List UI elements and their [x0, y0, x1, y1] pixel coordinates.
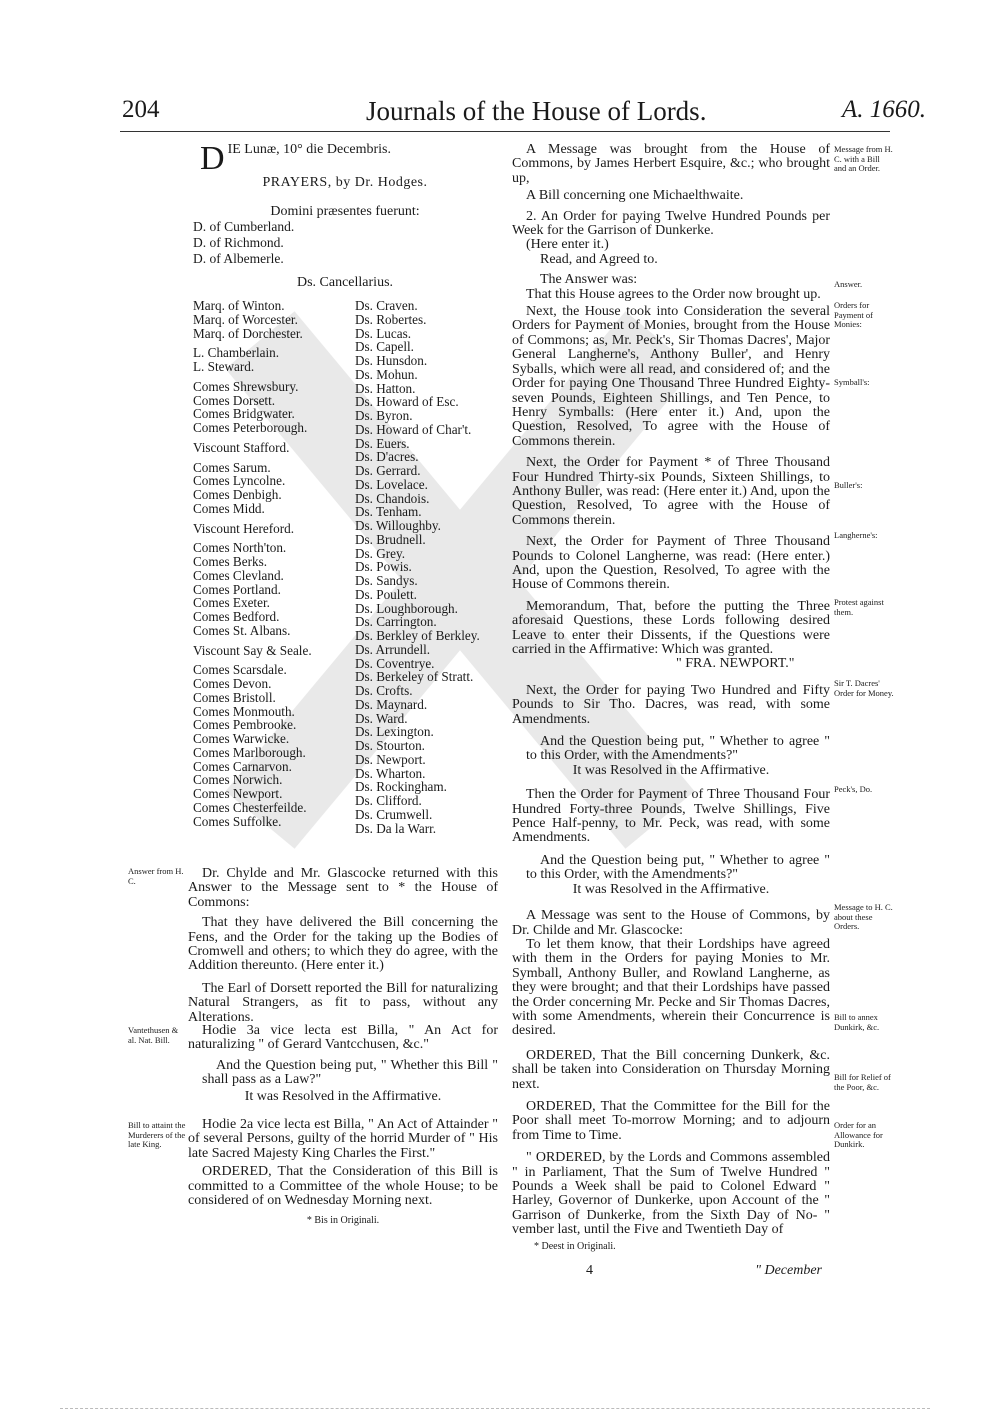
chancellor-line: Ds. Cancellarius. — [296, 275, 394, 290]
list-item: Comes Bristoll. — [193, 689, 276, 705]
paragraph: It was Resolved in the Affirmative. — [244, 1088, 442, 1104]
list-item: Ds. Tenham. — [355, 504, 422, 520]
list-item: Comes Chesterfeilde. — [193, 799, 307, 815]
list-item: Ds. Loughborough. — [355, 600, 458, 616]
paragraph: Next, the Order for Payment of Three Thousand Pounds to Colonel Langherne, was read: (Here enter.) And, upon the Question, Resolved, To agree with the House of Commons therein. — [512, 534, 830, 593]
list-item: Ds. Rockingham. — [355, 779, 447, 795]
list-item: Ds. Howard of Char't. — [355, 421, 472, 437]
list-item: Ds. Robertes. — [355, 311, 427, 327]
page-foot-row — [512, 1264, 830, 1278]
paragraph: Hodie 3a vice lecta est Billa, " An Act for naturalizing " of Gerard Vantcchusen, &c." — [188, 1023, 498, 1053]
paragraph: Read, and Agreed to. — [540, 251, 658, 267]
margin-note: Protest against them. — [834, 597, 884, 617]
paragraph: The Answer was: — [540, 272, 638, 288]
signature-line: " FRA. NEWPORT." — [676, 656, 795, 672]
list-item: Comes Exeter. — [193, 595, 270, 611]
list-item: Comes Shrewsbury. — [193, 378, 299, 394]
list-item: Comes Denbigh. — [193, 487, 282, 502]
list-item: Ds. Stourton. — [355, 738, 425, 753]
list-item: Ds. Hatton. — [355, 380, 416, 396]
right-body — [512, 143, 830, 1278]
list-item: Ds. Poulett. — [355, 586, 417, 602]
paragraph: Dr. Chylde and Mr. Glascocke returned with this Answer to the Message sent to * the House of Commons: — [188, 866, 498, 910]
list-item: D. of Richmond. — [193, 235, 284, 250]
dukes-list — [193, 219, 294, 267]
footnote: * Deest in Originali. — [534, 1240, 616, 1252]
list-item: Ds. Coventrye. — [355, 655, 435, 671]
lords-column-2 — [355, 299, 480, 835]
margin-note: Bill to annex Dunkirk, &c. — [834, 1012, 880, 1032]
paragraph: It was Resolved in the Affirmative. — [572, 762, 770, 778]
list-item: Comes Newport. — [193, 786, 283, 801]
list-item: Viscount Say & Seale. — [193, 642, 312, 658]
list-item: Ds. Clifford. — [355, 793, 422, 808]
list-item: Ds. Mohun. — [355, 366, 418, 382]
list-item: Ds. D'acres. — [355, 449, 419, 465]
margin-note: Message to H. C. about these Orders. — [834, 902, 893, 931]
paragraph: ORDERED, That the Committee for the Bill for the Poor shall meet To-morrow Morning; and to adjourn from Time to Time. — [512, 1098, 830, 1143]
present-heading: Domini præsentes fuerunt: — [270, 204, 420, 219]
list-item: Comes Clevland. — [193, 567, 284, 583]
journal-year: A. 1660. — [842, 96, 927, 123]
lords-column-1 — [193, 299, 312, 828]
list-item: Viscount Hereford. — [193, 520, 295, 536]
list-item: Comes St. Albans. — [193, 622, 291, 638]
paragraph: ORDERED, That the Bill concerning Dunkerk, &c. shall be taken into Consideration on Thursday Morning next. — [512, 1047, 830, 1092]
paragraph: ORDERED, That the Consideration of this Bill is committed to a Committee of the whole House; to be considered of on Wednesday Morning next. — [188, 1164, 498, 1209]
journal-title: Journals of the House of Lords. — [366, 96, 707, 126]
list-item: D. of Albemerle. — [193, 251, 284, 266]
list-item: Comes Norwich. — [193, 772, 283, 788]
list-item: Comes Peterborough. — [193, 420, 308, 435]
left-body — [188, 867, 498, 1025]
list-item: Ds. Carrington. — [355, 614, 437, 630]
paragraph: Memorandum, That, before the putting the Three aforesaid Questions, these Lords following desired Leave to enter their Dissents, if the Questions were carried in the Affirmative: Which was granted. — [512, 598, 830, 657]
paragraph: The Earl of Dorsett reported the Bill for naturalizing Natural Strangers, as fit to pass, without any Alterations. — [188, 980, 498, 1025]
page-edge — [60, 1408, 930, 1409]
list-item: Ds. Sandys. — [355, 573, 418, 588]
list-item: Comes Berks. — [193, 554, 267, 569]
paragraph: To let them know, that their Lordships have agreed with them in the Orders for paying Monies to Mr. Symball, Anthony Buller, and Rowland Langherne, as they were brought; and that their Lordships have passed the Order concerning Mr. Pecke and Sir Thomas Dacres, with some Amendments, wherein their Concurrence is desired. — [512, 936, 830, 1039]
list-item: Ds. Powis. — [355, 559, 412, 575]
paragraph: Next, the House took into Consideration the several Orders for Payment of Monies, brought from the House of Commons; as, Mr. Peck's, Sir Thomas Dacres', Major General Langherne's, Anthony Buller', and Henry Syballs, which were all read, and considered of; and the Order for paying One Thousand Three Hundred Eighty-seven Pounds, Eighteen Shillings, and Ten Pence, to Henry Symballs: (Here enter it.) And, upon the Question, Resolved, To agree with the House of Commons therein. — [512, 304, 830, 449]
margin-note: Buller's: — [834, 480, 863, 490]
list-item: Ds. Lovelace. — [355, 476, 428, 492]
list-item: Comes Scarsdale. — [193, 662, 287, 678]
list-item: Comes Bedford. — [193, 609, 280, 624]
paragraph: A Message was brought from the House of Commons, by James Herbert Esquire, &c.; who brought up, — [512, 142, 830, 186]
list-item: Ds. Crumwell. — [355, 806, 433, 822]
list-item: Viscount Stafford. — [193, 439, 290, 455]
paragraph: 2. An Order for paying Twelve Hundred Pounds per Week for the Garrison of Dunkerke. — [512, 208, 830, 239]
margin-note: Bill to attaint the Murderers of the late King. — [128, 1120, 186, 1149]
list-item: Comes Bridgwater. — [193, 406, 295, 422]
list-item: Marq. of Winton. — [193, 298, 285, 313]
list-item: Ds. Grey. — [355, 545, 406, 561]
list-item: Comes Dorsett. — [193, 392, 276, 408]
date-dropcap: D — [200, 140, 225, 177]
list-item: Marq. of Dorchester. — [193, 325, 303, 341]
paragraph: And the Question being put, " Whether to agree " to this Order, with the Amendments?" — [526, 852, 830, 883]
margin-note: Message from H. C. with a Bill and an Order. — [834, 144, 893, 173]
margin-note: Sir T. Dacres' Order for Money. — [834, 678, 894, 698]
date-line: IE Lunæ, 10° die Decembris. — [227, 142, 392, 157]
margin-note: Orders for Payment of Monies: — [834, 300, 873, 329]
signature-mark: 4 — [586, 1263, 593, 1279]
list-item: Ds. Crofts. — [355, 683, 413, 698]
paragraph: And the Question being put, " Whether this Bill " shall pass as a Law?" — [202, 1057, 498, 1088]
list-item: Ds. Wharton. — [355, 765, 426, 781]
list-item: Comes Carnarvon. — [193, 758, 292, 774]
list-item: Comes Midd. — [193, 500, 265, 516]
list-item: Ds. Lucas. — [355, 325, 412, 341]
margin-note: Bill for Relief of the Poor, &c. — [834, 1072, 891, 1092]
list-item: Ds. Berkley of Berkley. — [355, 628, 480, 643]
margin-note: Peck's, Do. — [834, 784, 873, 794]
margin-note: Answer. — [834, 279, 863, 289]
list-item: Ds. Hunsdon. — [355, 353, 428, 368]
paragraph: Hodie 2a vice lecta est Billa, " An Act of Attainder " of several Persons, guilty of the horrid Murder of " His late Sacred Majesty King Charles the First." — [188, 1117, 498, 1161]
header-rule — [120, 131, 890, 132]
list-item: Comes Warwicke. — [193, 731, 290, 746]
list-item: Comes Sarum. — [193, 459, 271, 475]
list-item: Ds. Maynard. — [355, 696, 428, 712]
list-item: Comes Lyncolne. — [193, 473, 286, 489]
list-item: Ds. Arrundell. — [355, 641, 431, 657]
left-body-3 — [188, 1118, 498, 1239]
list-item: Comes Devon. — [193, 676, 272, 691]
margin-note: Order for an Allowance for Dunkirk. — [834, 1120, 883, 1149]
list-item: Ds. Gerrard. — [355, 463, 421, 478]
list-item: Ds. Capell. — [355, 339, 414, 355]
list-item: L. Steward. — [193, 359, 255, 374]
page-number: 204 — [122, 96, 160, 123]
paragraph: Then the Order for Payment of Three Thousand Four Hundred Forty-three Pounds, Twelve Shillings, Five Pence Half-penny, to Mr. Peck, was read, with some Amendments. — [512, 787, 830, 846]
left-body-2 — [188, 1024, 498, 1104]
paragraph: And the Question being put, " Whether to agree " to this Order, with the Amendments?" — [526, 734, 830, 764]
list-item: Ds. Newport. — [355, 751, 426, 767]
list-item: Comes Marlborough. — [193, 744, 306, 760]
paragraph: That they have delivered the Bill concerning the Fens, and the Order for the taking up the Bodies of Cromwell and others; to which they do agree, with the Addition thereunto. (Here enter it.) — [188, 915, 498, 974]
list-item: Ds. Chandois. — [355, 490, 430, 506]
paragraph: " ORDERED, by the Lords and Commons assembled " in Parliament, That the Sum of Twelve Hundred " Pounds a Week shall be paid to Colonel Edward " Harley, Governor of Dunkerke, upon Account of the " Garrison of Dunkerke, from the Sixth Day of No- " vember last, until the Five and Twentieth Day of — [512, 1150, 830, 1238]
list-item: Ds. Brudnell. — [355, 531, 426, 547]
list-item: Ds. Ward. — [355, 710, 408, 726]
list-item: Comes North'ton. — [193, 540, 287, 556]
list-item: Ds. Willoughby. — [355, 518, 441, 533]
paragraph: A Message was sent to the House of Commons, by Dr. Childe and Mr. Glascocke: — [512, 908, 830, 938]
margin-note: Symball's: — [834, 377, 870, 387]
list-item: Comes Monmouth. — [193, 703, 295, 719]
list-item: D. of Cumberland. — [193, 219, 295, 234]
paragraph: (Here enter it.) — [526, 237, 609, 253]
paragraph: It was Resolved in the Affirmative. — [572, 881, 770, 897]
paragraph: Next, the Order for paying Two Hundred and Fifty Pounds to Sir Tho. Dacres, was read, with some Amendments. — [512, 682, 830, 727]
list-item: Ds. Da la Warr. — [355, 820, 437, 836]
list-item: Comes Portland. — [193, 581, 281, 597]
margin-note: Vantethusen & al. Nat. Bill. — [128, 1025, 179, 1045]
list-item: L. Chamberlain. — [193, 345, 280, 361]
list-item: Ds. Euers. — [355, 435, 410, 451]
catchword: " December — [755, 1263, 822, 1279]
list-item: Comes Suffolke. — [193, 813, 282, 829]
list-item: Ds. Lexington. — [355, 724, 434, 740]
page-header — [0, 96, 992, 136]
list-item: Ds. Howard of Esc. — [355, 394, 459, 410]
margin-note: Answer from H. C. — [128, 866, 184, 886]
paragraph: A Bill concerning one Michaelthwaite. — [526, 188, 744, 204]
paragraph: That this House agrees to the Order now brought up. — [526, 286, 821, 302]
list-item: Comes Pembrooke. — [193, 717, 297, 733]
list-item: Ds. Craven. — [355, 298, 418, 313]
list-item: Ds. Byron. — [355, 408, 413, 423]
paragraph: Next, the Order for Payment * of Three Thousand Four Hundred Thirty-six Pounds, Sixteen Shillings, to Anthony Buller, was read: (Here enter it.) And, upon the Question, Resolved, To agree with the House of Commons therein. — [512, 455, 830, 528]
margin-note: Langherne's: — [834, 530, 878, 540]
prayers-line: PRAYERS, by Dr. Hodges. — [262, 175, 428, 190]
footnote: * Bis in Originali. — [306, 1215, 380, 1227]
left-date-block — [200, 140, 490, 177]
list-item: Marq. of Worcester. — [193, 311, 298, 327]
list-item: Ds. Berkeley of Stratt. — [355, 669, 474, 685]
